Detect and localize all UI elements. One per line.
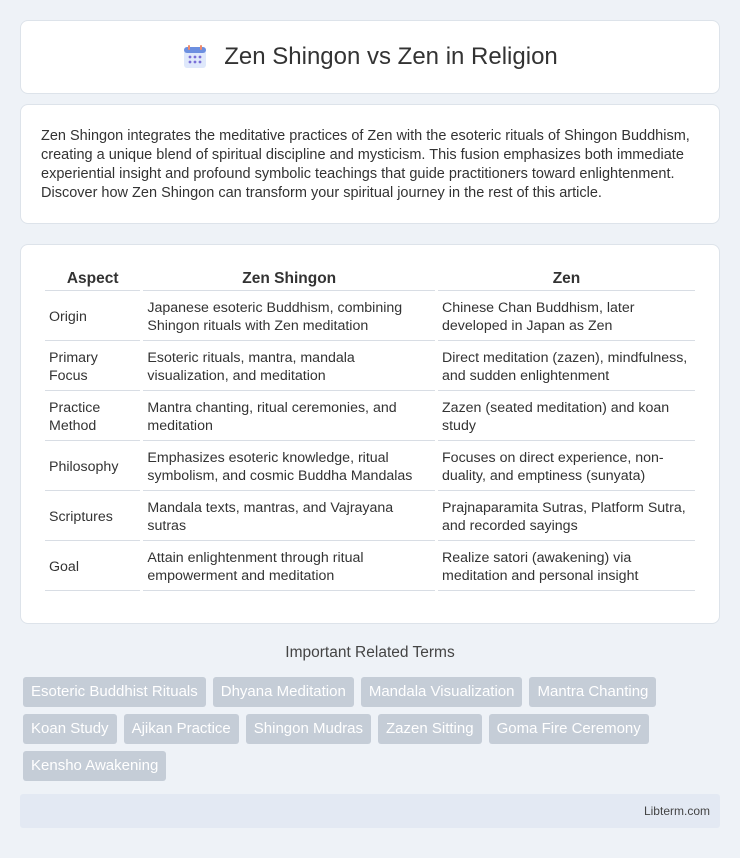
table-row xyxy=(45,293,695,341)
row-aspect: Primary Focus xyxy=(45,343,140,391)
related-term-tag[interactable]: Mantra Chanting xyxy=(529,677,656,707)
related-terms-list xyxy=(23,677,723,781)
intro-text: Zen Shingon integrates the meditative practices of Zen with the esoteric rituals of Shingon Buddhism, creating a unique blend of spiritual discipline and mysticism. This fusion emphasizes both immediate experiential insight and profound symbolic teachings that guide practitioners toward enlightenment. Discover how Zen Shingon can transform your spiritual journey in the rest of this article. xyxy=(41,128,690,201)
row-aspect: Origin xyxy=(45,293,140,341)
row-zen: Direct meditation (zazen), mindfulness, and sudden enlightenment xyxy=(438,343,695,391)
related-term-tag[interactable]: Goma Fire Ceremony xyxy=(489,714,649,744)
related-terms-title: Important Related Terms xyxy=(285,644,455,661)
row-aspect: Scriptures xyxy=(45,493,140,541)
row-zen: Realize satori (awakening) via meditation and personal insight xyxy=(438,543,695,591)
row-zen-shingon: Attain enlightenment through ritual empowerment and meditation xyxy=(143,543,435,591)
row-aspect: Philosophy xyxy=(45,443,140,491)
related-term-tag[interactable]: Koan Study xyxy=(23,714,117,744)
related-term-tag[interactable]: Ajikan Practice xyxy=(124,714,239,744)
table-row xyxy=(45,443,695,491)
footer-brand-link[interactable]: Libterm.com xyxy=(643,804,710,818)
comparison-card xyxy=(20,244,720,624)
row-zen: Focuses on direct experience, non-duality, and emptiness (sunyata) xyxy=(438,443,695,491)
header-zen-shingon: Zen Shingon xyxy=(143,267,435,291)
row-zen-shingon: Japanese esoteric Buddhism, combining Shingon rituals with Zen meditation xyxy=(143,293,435,341)
row-zen: Chinese Chan Buddhism, later developed in Japan as Zen xyxy=(438,293,695,341)
row-zen: Zazen (seated meditation) and koan study xyxy=(438,393,695,441)
header-zen: Zen xyxy=(438,267,695,291)
related-term-tag[interactable]: Esoteric Buddhist Rituals xyxy=(23,677,206,707)
related-term-tag[interactable]: Kensho Awakening xyxy=(23,751,166,781)
row-aspect: Goal xyxy=(45,543,140,591)
table-row xyxy=(45,393,695,441)
related-term-tag[interactable]: Zazen Sitting xyxy=(378,714,482,744)
footer xyxy=(20,794,720,828)
calendar-grid-icon xyxy=(182,44,208,70)
row-zen: Prajnaparamita Sutras, Platform Sutra, and recorded sayings xyxy=(438,493,695,541)
table-row xyxy=(45,543,695,591)
row-zen-shingon: Mantra chanting, ritual ceremonies, and meditation xyxy=(143,393,435,441)
table-header-row xyxy=(45,267,695,291)
related-term-tag[interactable]: Shingon Mudras xyxy=(246,714,371,744)
header-card xyxy=(20,20,720,94)
table-row xyxy=(45,493,695,541)
header-aspect: Aspect xyxy=(45,267,140,291)
related-term-tag[interactable]: Mandala Visualization xyxy=(361,677,523,707)
intro-card xyxy=(20,104,720,224)
page-title: Zen Shingon vs Zen in Religion xyxy=(224,43,558,70)
comparison-table xyxy=(42,265,698,593)
row-zen-shingon: Emphasizes esoteric knowledge, ritual symbolism, and cosmic Buddha Mandalas xyxy=(143,443,435,491)
related-term-tag[interactable]: Dhyana Meditation xyxy=(213,677,354,707)
row-aspect: Practice Method xyxy=(45,393,140,441)
row-zen-shingon: Esoteric rituals, mantra, mandala visualization, and meditation xyxy=(143,343,435,391)
table-row xyxy=(45,343,695,391)
row-zen-shingon: Mandala texts, mantras, and Vajrayana sutras xyxy=(143,493,435,541)
